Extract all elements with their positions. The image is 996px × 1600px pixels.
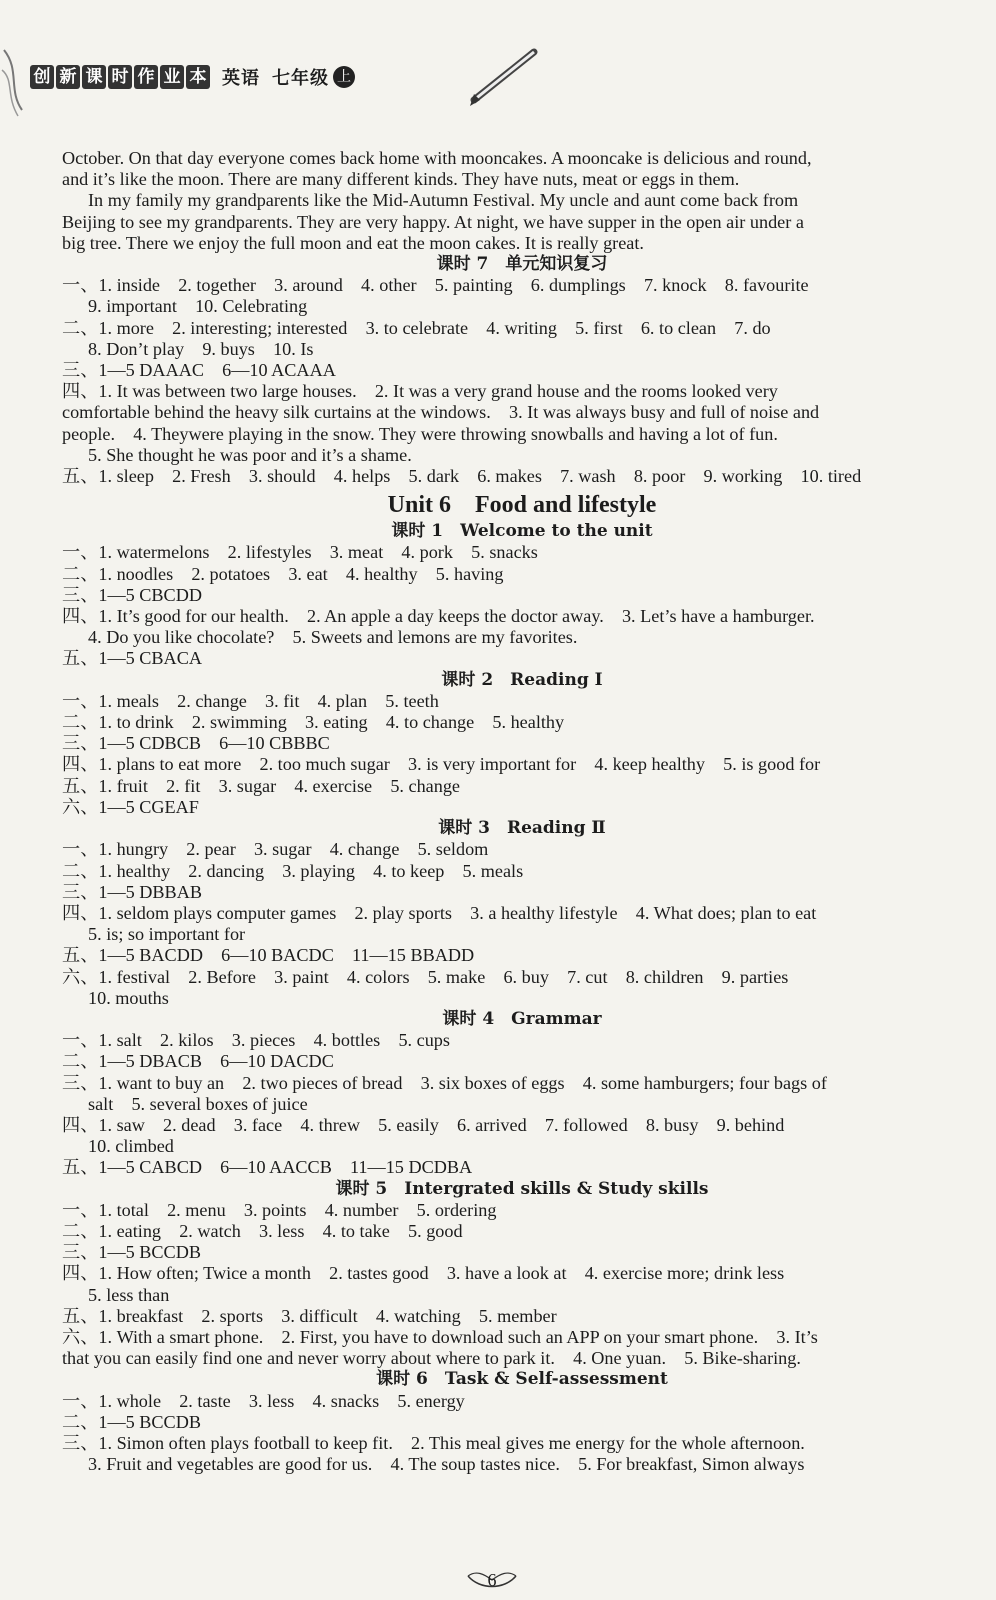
answer-line: 一、1. meals 2. change 3. fit 4. plan 5. teeth	[62, 690, 439, 711]
answer-line: 五、1. fruit 2. fit 3. sugar 4. exercise 5. change	[62, 775, 461, 796]
answer-line: October. On that day everyone comes back home with mooncakes. A mooncake is delicious and round,	[62, 148, 812, 168]
answer-line: 5. less than	[88, 1284, 170, 1305]
answer-line: 10. mouths	[88, 987, 169, 1008]
answer-line: 二、1. eating 2. watch 3. less 4. to take 5. good	[62, 1220, 463, 1241]
answer-line: 三、1—5 DAAAC 6—10 ACAAA	[62, 360, 336, 381]
answer-line: 一、1. inside 2. together 3. around 4. other 5. painting 6. dumplings 7. knock 8. favourite	[62, 275, 809, 296]
answer-line: 五、1—5 CABCD 6—10 AACCB 11—15 DCDBA	[62, 1157, 473, 1178]
brand-char: 课	[82, 65, 106, 89]
answer-line: 3. Fruit and vegetables are good for us. 4. The soup tastes nice. 5. For breakfast, Simon always	[88, 1454, 805, 1475]
answer-line: big tree. There we enjoy the full moon and eat the moon cakes. It is really great.	[62, 232, 644, 253]
answer-line: 四、1. plans to eat more 2. too much sugar 3. is very important for 4. keep healthy 5. is good for	[62, 754, 821, 775]
lesson-heading: 课时 6 Task & Self-assessment	[376, 1369, 668, 1390]
answer-line: Beijing to see my grandparents. They are very happy. At night, we have supper in the open air under a	[62, 211, 804, 232]
answer-line: 五、1—5 CBACA	[62, 648, 202, 669]
answer-line: 五、1. sleep 2. Fresh 3. should 4. helps 5. dark 6. makes 7. wash 8. poor 9. working 10. tired	[62, 466, 862, 487]
answer-line: 二、1. more 2. interesting; interested 3. to celebrate 4. writing 5. first 6. to clean 7. do	[62, 317, 771, 338]
answer-line: 5. is; so important for	[88, 924, 246, 945]
page-number-text: 6	[487, 1570, 497, 1590]
answer-line: 5. She thought he was poor and it’s a shame.	[88, 444, 412, 465]
answer-line: 五、1. breakfast 2. sports 3. difficult 4. watching 5. member	[62, 1305, 557, 1326]
answer-line: that you can easily find one and never worry about where to park it. 4. One yuan. 5. Bike-sharing.	[62, 1348, 801, 1369]
brand-char: 新	[56, 65, 80, 89]
page-number	[462, 1570, 522, 1591]
lesson-heading: 课时 4 Grammar	[442, 1008, 602, 1029]
answer-line: 4. Do you like chocolate? 5. Sweets and lemons are my favorites.	[88, 627, 578, 648]
answer-line: 四、1. It was between two large houses. 2. It was a very grand house and the rooms looked very	[62, 381, 778, 402]
answer-line: 10. climbed	[88, 1136, 174, 1157]
answer-line: 六、1. With a smart phone. 2. First, you have to download such an APP on your smart phone. 3. It’s	[62, 1326, 818, 1347]
answer-line: 三、1—5 CBCDD	[62, 584, 202, 605]
page-header	[0, 0, 996, 120]
subject-label: 英语	[222, 68, 260, 89]
answer-line: 二、1. noodles 2. potatoes 3. eat 4. healthy 5. having	[62, 563, 504, 584]
answer-line: 9. important 10. Celebrating	[88, 296, 308, 317]
pencil-icon	[470, 40, 550, 110]
brand-char: 创	[30, 65, 54, 89]
brand-char: 时	[108, 65, 132, 89]
answer-line: 一、1. hungry 2. pear 3. sugar 4. change 5. seldom	[62, 839, 489, 860]
answer-line: and it’s like the moon. There are many different kinds. They have nuts, meat or eggs in them.	[62, 169, 740, 190]
answer-line: 一、1. watermelons 2. lifestyles 3. meat 4. pork 5. snacks	[62, 542, 538, 563]
answer-line: 四、1. seldom plays computer games 2. play sports 3. a healthy lifestyle 4. What does; plan to eat	[62, 902, 817, 923]
answer-key-body	[62, 148, 982, 1475]
answer-line: 二、1. to drink 2. swimming 3. eating 4. to change 5. healthy	[62, 712, 565, 733]
lesson-heading: 课时 1 Welcome to the unit	[391, 521, 653, 542]
answer-line: 四、1. It’s good for our health. 2. An apple a day keeps the doctor away. 3. Let’s have a hamburger.	[62, 606, 815, 627]
answer-line: 一、1. whole 2. taste 3. less 4. snacks 5. energy	[62, 1390, 465, 1411]
answer-line: 三、1. want to buy an 2. two pieces of bread 3. six boxes of eggs 4. some hamburgers; four bags of	[62, 1072, 827, 1093]
lesson-heading: 课时 3 Reading Ⅱ	[438, 818, 606, 839]
answer-line: 六、1—5 CGEAF	[62, 796, 199, 817]
answer-line: In my family my grandparents like the Mid-Autumn Festival. My uncle and aunt come back from	[88, 190, 799, 211]
answer-line: 二、1—5 DBACB 6—10 DACDC	[62, 1051, 334, 1072]
answer-line: 六、1. festival 2. Before 3. paint 4. colors 5. make 6. buy 7. cut 8. children 9. parties	[62, 966, 789, 987]
answer-line: salt 5. several boxes of juice	[88, 1093, 308, 1114]
answer-line: people. 4. Theywere playing in the snow. They were throwing snowballs and having a lot of fun.	[62, 423, 778, 444]
volume-badge: 上	[333, 66, 355, 88]
lesson-heading: 课时 2 Reading Ⅰ	[441, 669, 603, 690]
grade-label: 七年级	[272, 68, 329, 89]
brand-char: 本	[186, 65, 210, 89]
answer-line: 五、1—5 BACDD 6—10 BACDC 11—15 BBADD	[62, 945, 475, 966]
answer-line: 一、1. total 2. menu 3. points 4. number 5. ordering	[62, 1199, 497, 1220]
answer-line: 二、1—5 BCCDB	[62, 1411, 201, 1432]
answer-line: 二、1. healthy 2. dancing 3. playing 4. to keep 5. meals	[62, 860, 524, 881]
answer-line: 一、1. salt 2. kilos 3. pieces 4. bottles 5. cups	[62, 1030, 450, 1051]
answer-line: 三、1—5 BCCDB	[62, 1242, 201, 1263]
brand-char: 作	[134, 65, 158, 89]
lesson-heading: 课时 7 单元知识复习	[436, 254, 608, 275]
brand-char: 业	[160, 65, 184, 89]
answer-line: 三、1—5 DBBAB	[62, 881, 202, 902]
answer-line: 三、1. Simon often plays football to keep fit. 2. This meal gives me energy for the whole afternoon.	[62, 1432, 805, 1453]
lesson-heading: 课时 5 Intergrated skills & Study skills	[335, 1178, 709, 1199]
answer-line: 三、1—5 CDBCB 6—10 CBBBC	[62, 733, 330, 754]
unit-title: Unit 6 Food and lifestyle	[387, 492, 657, 519]
answer-line: 8. Don’t play 9. buys 10. Is	[88, 338, 314, 359]
book-series-title	[30, 64, 355, 90]
answer-line: 四、1. How often; Twice a month 2. tastes good 3. have a look at 4. exercise more; drink less	[62, 1263, 785, 1284]
answer-line: 四、1. saw 2. dead 3. face 4. threw 5. easily 6. arrived 7. followed 8. busy 9. behind	[62, 1114, 785, 1135]
answer-line: comfortable behind the heavy silk curtains at the windows. 3. It was always busy and full of noise and	[62, 402, 820, 423]
